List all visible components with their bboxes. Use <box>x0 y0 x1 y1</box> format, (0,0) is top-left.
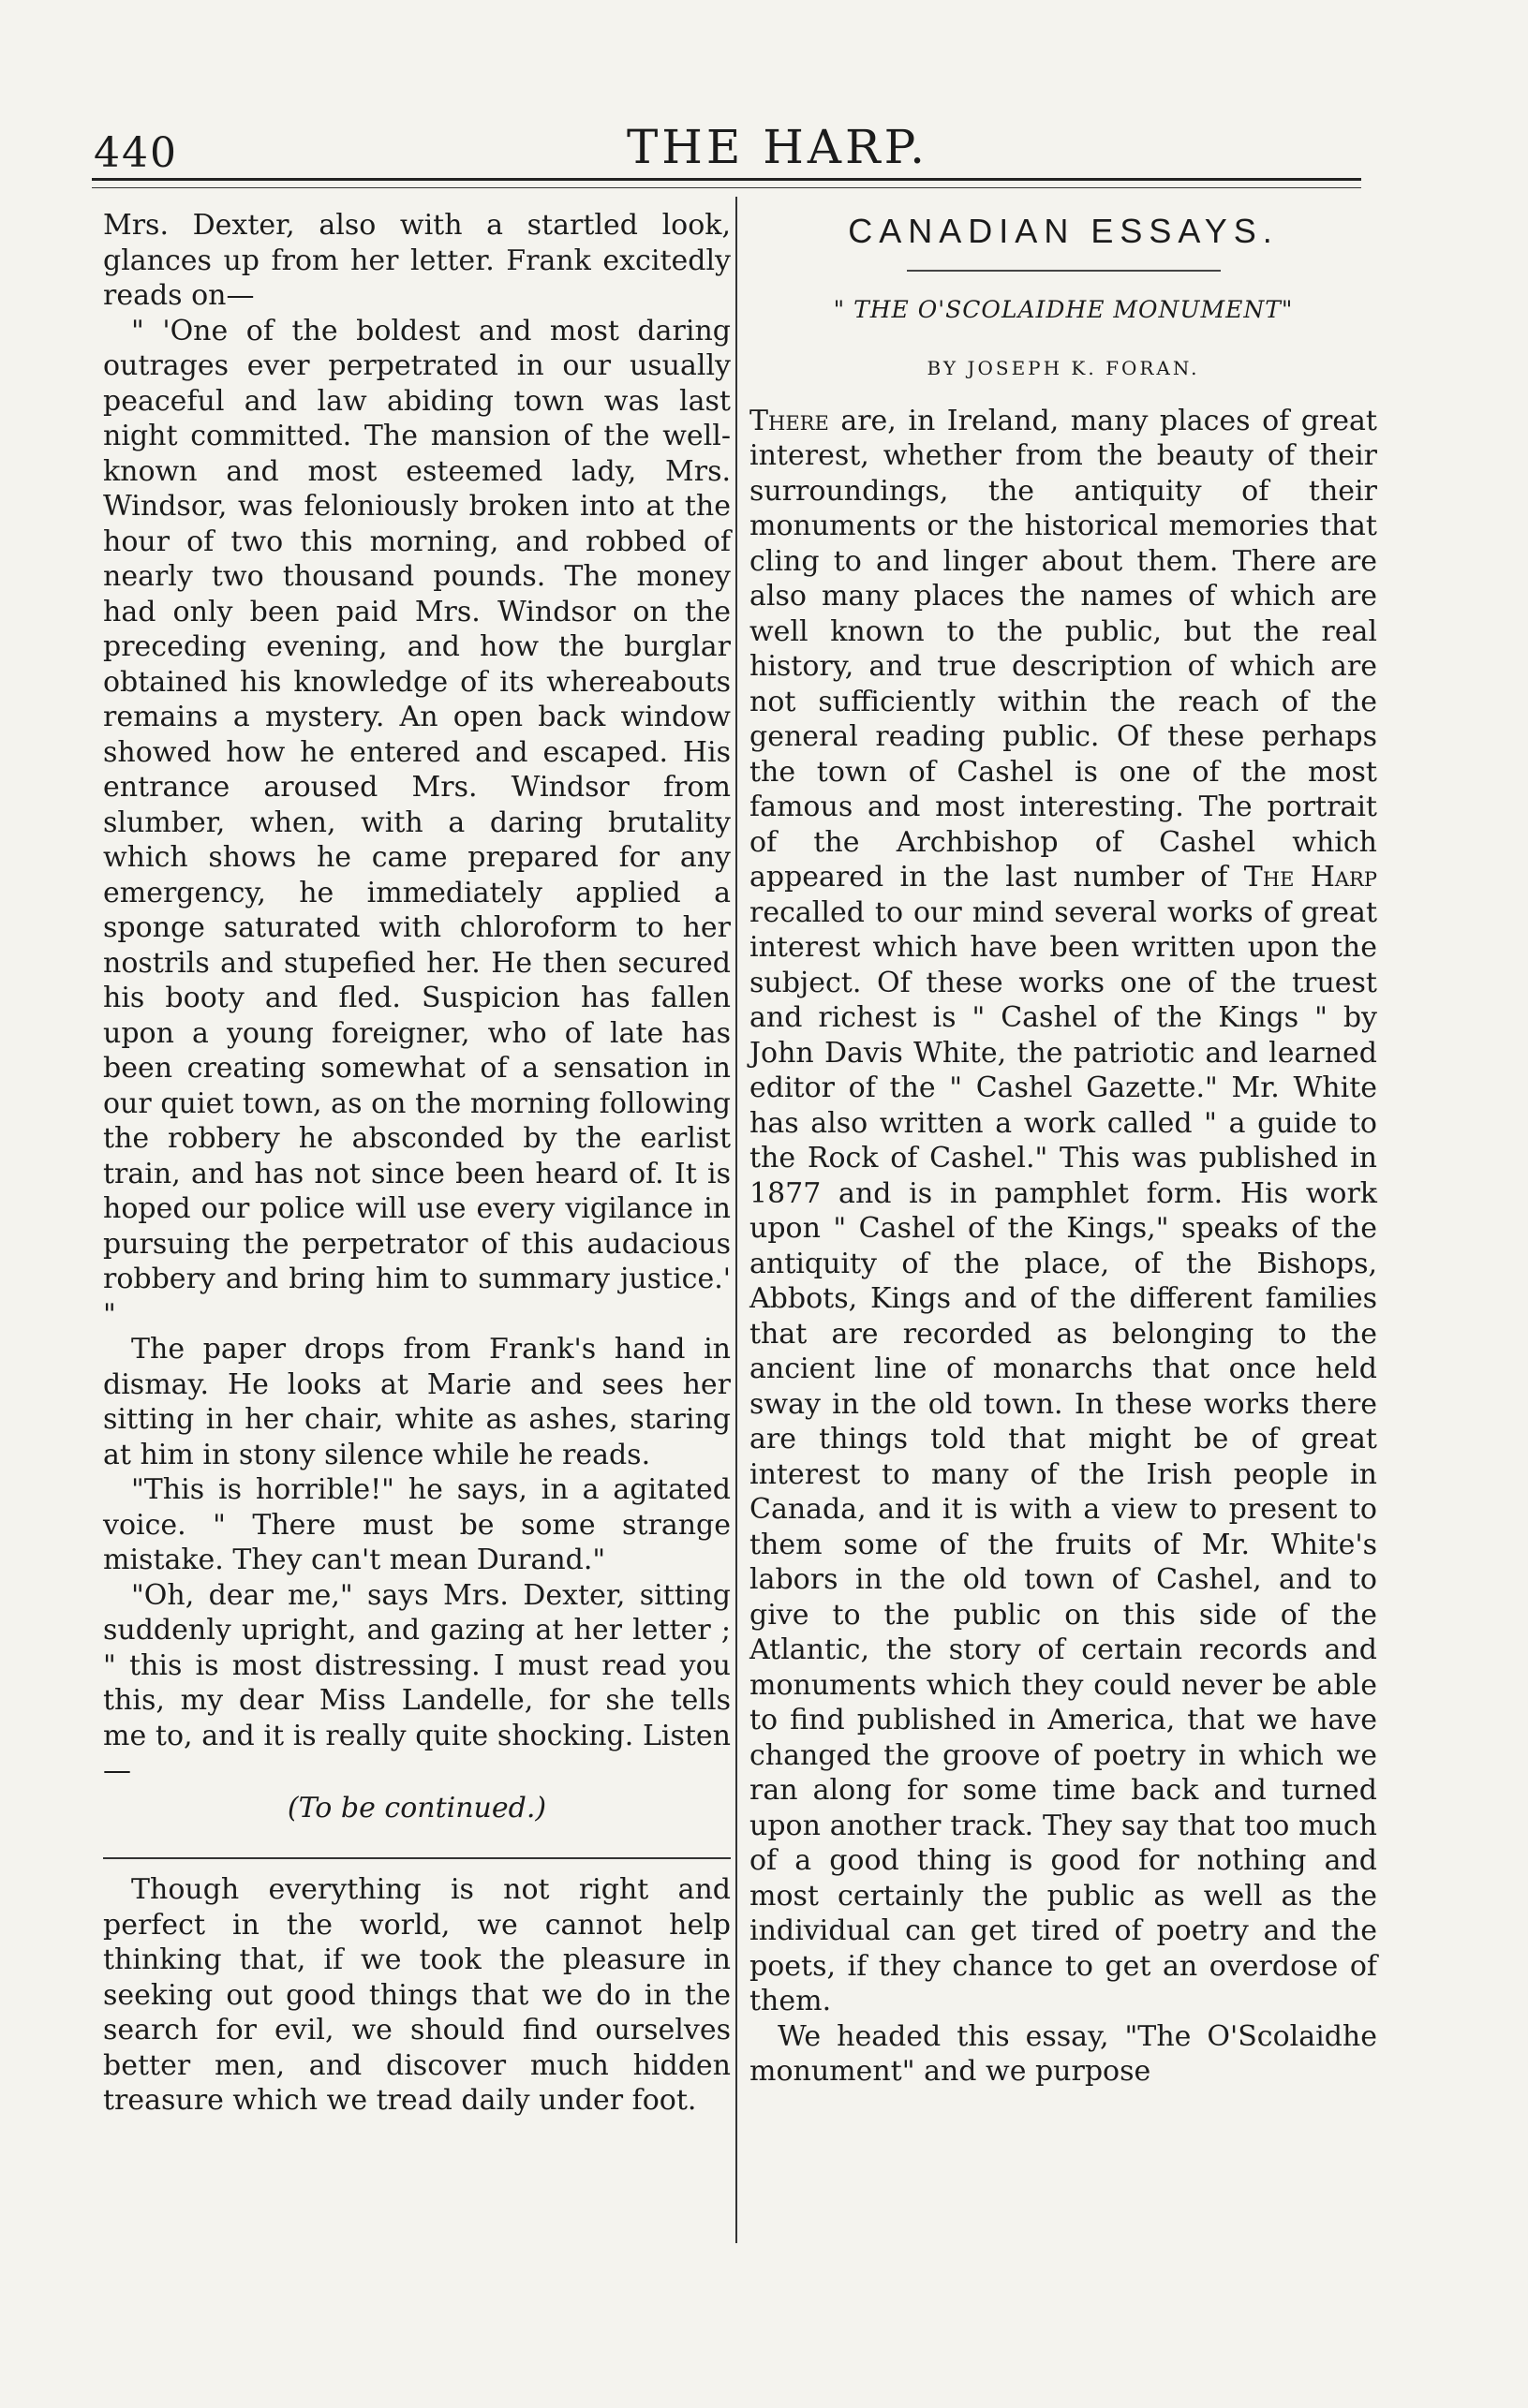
right-column <box>749 208 1377 2090</box>
essay-byline: BY JOSEPH K. FORAN. <box>927 357 1200 379</box>
section-rule <box>103 1857 731 1859</box>
filler-paragraph: Though everything is not right and perfect in the world, we cannot help thinking that, if we took the pleasure in seeking out good things that we do in the search for evil, we should find ourselves better men, and discover much hidden treasure which we tread daily under foot. <box>103 1873 731 2117</box>
story-paragraph: Mrs. Dexter, also with a startled look, glances up from her letter. Frank excitedly reads on— <box>103 209 731 312</box>
essay-text: are, in Ireland, many places of great interest, whether from the beauty of their surroundings, the antiquity of their monuments or the historical memories that cling to and linger about them. There are also many places the names of which are well known to the public, but the real history, and true description of which are not sufficiently within the reach of the general reading public. Of these perhaps the town of Cashel is one of the most famous and most interesting. The portrait of the Archbishop of Cashel which appeared in the last number of <box>749 404 1377 894</box>
essay-heading: CANADIAN ESSAYS. <box>848 212 1279 250</box>
to-be-continued: (To be continued.) <box>287 1791 547 1824</box>
story-paragraph: " 'One of the boldest and most daring outrages ever perpetrated in our usually peaceful and law abiding town was last night committed. The mansion of the well-known and most esteemed lady, Mrs. Windsor, was feloniously broken into at the hour of two this morning, and robbed of nearly two thousand pounds. The money had only been paid Mrs. Windsor on the preceding evening, and how the burglar obtained his knowledge of its whereabouts remains a mystery. An open back window showed how he entered and escaped. His entrance aroused Mrs. Windsor from slumber, when, with a daring brutality which shows he came prepared for any emergency, he immediately applied a sponge saturated with chloroform to her nostrils and stupefied her. He then secured his booty and fled. Suspicion has fallen upon a young foreigner, who of late has been creating somewhat of a sensation in our quiet town, as on the morning following the robbery he absconded by the earlist train, and has not since been heard of. It is hoped our police will use every vigilance in pursuing the perpetrator of this audacious robbery and bring him to summary justice.' " <box>103 314 731 1331</box>
heading-rule <box>907 270 1221 272</box>
essay-text: recalled to our mind several works of great interest which have been written upon the subject. Of these works one of the truest and richest is " Cashel of the Kings " by John Davis White, the patriotic and learned editor of the " Cashel Gazette." Mr. White has also written a work called " a guide to the Rock of Cashel." This was published in 1877 and is in pamphlet form. His work upon " Cashel of the Kings," speaks of the antiquity of the place, of the Bishops, Abbots, Kings and of the different families that are recorded as belonging to the ancient line of monarchs that once held sway in the old town. In these works there are things told that might be of great interest to many of the Irish people in Canada, and it is with a view to present to them some of the fruits of Mr. White's labors in the old town of Cashel, and to give to the public on this side of the Atlantic, the story of certain records and monuments which they could never be able to find published in America, that we have changed the groove of poetry in which we ran along for some time back and turned upon another track. They say that too much of a good thing is good for nothing and most certainly the public as well as the individual can get tired of poetry and the poets, if they chance to get an overdose of them. <box>749 895 1377 2017</box>
header-rule-thin <box>92 187 1361 188</box>
essay-paragraph <box>749 404 1377 2019</box>
running-title: THE HARP. <box>626 120 929 174</box>
page-number: 440 <box>94 129 178 177</box>
drop-lead-word: There <box>749 404 829 437</box>
essay-paragraph: We headed this essay, "The O'Scolaidhe monument" and we purpose <box>749 2019 1377 2088</box>
story-paragraph: "Oh, dear me," says Mrs. Dexter, sitting suddenly upright, and gazing at her letter ; " this is most distressing. I must read you this, my dear Miss Landelle, for she tells me to, and it is really quite shocking. Listen— <box>103 1578 731 1787</box>
left-column <box>103 208 731 2119</box>
story-paragraph: The paper drops from Frank's hand in dismay. He looks at Marie and sees her sitting in her chair, white as ashes, staring at him in stony silence while he reads. <box>103 1333 731 1471</box>
column-divider <box>735 197 737 2243</box>
essay-subtitle: " THE O'SCOLAIDHE MONUMENT" <box>833 295 1294 323</box>
header-rule <box>92 178 1361 181</box>
story-paragraph: "This is horrible!" he says, in a agitated voice. " There must be some strange mistake. They can't mean Durand." <box>103 1473 731 1576</box>
magazine-name: The Harp <box>1243 861 1378 894</box>
